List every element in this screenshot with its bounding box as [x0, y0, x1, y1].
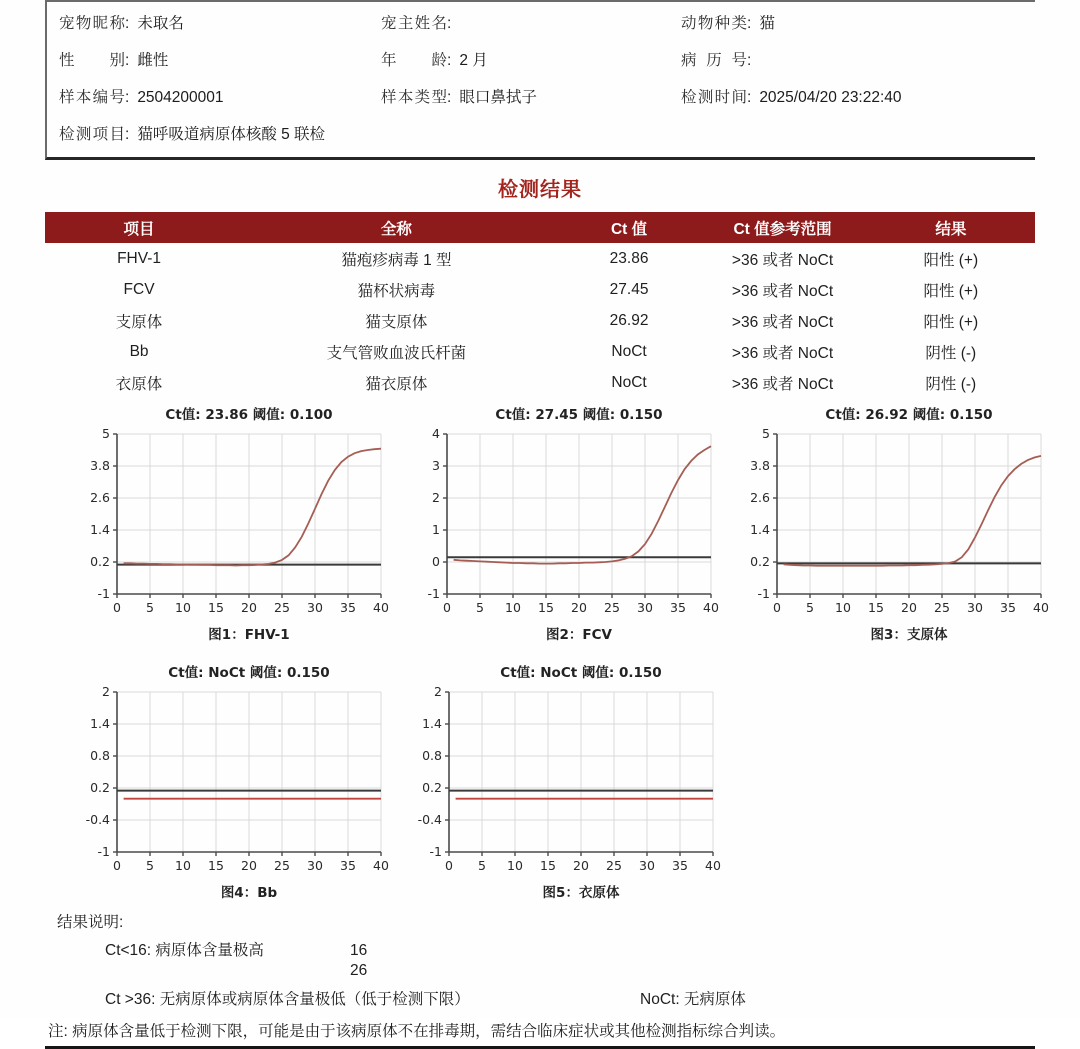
amplification-chart: [729, 406, 1059, 646]
notes-heading: 结果说明:: [57, 914, 124, 931]
svg-text:3.8: 3.8: [750, 458, 770, 473]
info-value: 2504200001: [137, 89, 224, 106]
svg-text:0.8: 0.8: [90, 748, 110, 763]
info-value: 猫呼吸道病原体核酸 5 联检: [137, 126, 326, 143]
table-row: [45, 336, 1035, 367]
info-field: [681, 48, 1035, 70]
table-cell: 支原体: [115, 313, 163, 331]
table-cell: >36 或者 NoCt: [731, 282, 834, 300]
svg-text:0.8: 0.8: [422, 748, 442, 763]
info-field: [59, 85, 381, 107]
table-cell: 阳性 (+): [923, 313, 979, 331]
note-item: Ct<16: 病原体含量极高: [105, 942, 264, 959]
svg-text:图4：Bb: 图4：Bb: [220, 885, 278, 901]
info-label: 动物种类: [681, 15, 747, 32]
svg-text:15: 15: [208, 858, 224, 873]
svg-text:图2：FCV: 图2：FCV: [546, 627, 612, 643]
svg-text:-0.4: -0.4: [417, 812, 442, 827]
svg-text:0: 0: [113, 858, 121, 873]
table-row: [45, 274, 1035, 305]
svg-text:0.2: 0.2: [422, 780, 442, 795]
svg-text:25: 25: [274, 858, 290, 873]
results-section-title: 检测结果: [498, 179, 582, 201]
svg-text:-1: -1: [97, 586, 110, 601]
svg-text:10: 10: [835, 600, 851, 615]
svg-text:0: 0: [773, 600, 781, 615]
table-row: [45, 367, 1035, 398]
svg-text:0.2: 0.2: [90, 554, 110, 569]
svg-text:30: 30: [637, 600, 653, 615]
svg-text:20: 20: [573, 858, 589, 873]
svg-text:30: 30: [967, 600, 983, 615]
info-label: 样本类型: [381, 89, 447, 106]
column-header: Ct 值: [610, 220, 648, 238]
info-field: [59, 48, 381, 70]
colon: :: [447, 89, 452, 106]
column-header: Ct 值参考范围: [733, 220, 832, 238]
svg-text:20: 20: [241, 600, 257, 615]
table-cell: FHV-1: [117, 249, 162, 267]
svg-text:0: 0: [113, 600, 121, 615]
table-row: [45, 305, 1035, 336]
table-cell: >36 或者 NoCt: [731, 375, 834, 393]
colon: :: [447, 15, 452, 32]
colon: :: [747, 15, 752, 32]
result-notes: [45, 910, 1035, 1049]
svg-text:5: 5: [146, 858, 154, 873]
amplification-chart: [69, 664, 401, 904]
table-cell: 猫衣原体: [365, 375, 428, 393]
svg-text:-1: -1: [757, 586, 770, 601]
table-cell: NoCt: [611, 342, 647, 360]
svg-text:图3：支原体: 图3：支原体: [870, 627, 948, 643]
svg-text:5: 5: [806, 600, 814, 615]
svg-text:0.2: 0.2: [750, 554, 770, 569]
patient-info-grid: [59, 11, 1035, 144]
column-header: 结果: [935, 220, 967, 238]
colon: :: [747, 52, 752, 69]
info-value: 雌性: [137, 52, 169, 69]
notes-line-2: [45, 990, 1035, 1010]
colon: :: [125, 126, 130, 143]
info-value: 眼口鼻拭子: [459, 89, 537, 106]
svg-text:40: 40: [705, 858, 721, 873]
info-value: 2025/04/20 23:22:40: [759, 89, 902, 106]
info-label: 性别: [59, 52, 125, 69]
amplification-chart: [401, 664, 733, 904]
amplification-chart: [69, 406, 399, 646]
amplification-charts: [45, 406, 1049, 904]
svg-text:15: 15: [538, 600, 554, 615]
svg-text:15: 15: [868, 600, 884, 615]
table-cell: 阴性 (-): [925, 344, 977, 362]
notes-line-1: [45, 941, 1035, 981]
svg-text:20: 20: [571, 600, 587, 615]
svg-text:3: 3: [432, 458, 440, 473]
svg-text:40: 40: [373, 858, 389, 873]
svg-text:1.4: 1.4: [90, 522, 110, 537]
info-field: [59, 11, 381, 33]
table-cell: 阴性 (-): [925, 375, 977, 393]
svg-text:5: 5: [476, 600, 484, 615]
svg-text:10: 10: [175, 858, 191, 873]
info-field: [681, 85, 1035, 107]
results-table-body: [45, 243, 1035, 398]
svg-text:Ct值: 27.45 阈值: 0.150: Ct值: 27.45 阈值: 0.150: [495, 407, 663, 423]
svg-text:10: 10: [507, 858, 523, 873]
svg-text:Ct值: 23.86 阈值: 0.100: Ct值: 23.86 阈值: 0.100: [165, 407, 333, 423]
svg-text:5: 5: [146, 600, 154, 615]
table-cell: 猫支原体: [365, 313, 428, 331]
results-table: [45, 212, 1035, 398]
note-item: 16 26: [350, 941, 625, 981]
svg-text:1.4: 1.4: [90, 716, 110, 731]
info-field: [59, 122, 1035, 144]
table-cell: >36 或者 NoCt: [731, 344, 834, 362]
table-row: [45, 243, 1035, 274]
svg-text:20: 20: [901, 600, 917, 615]
info-value: 猫: [759, 15, 775, 32]
colon: :: [125, 52, 130, 69]
svg-text:0.2: 0.2: [90, 780, 110, 795]
table-cell: 27.45: [609, 280, 649, 298]
table-cell: 阳性 (+): [923, 282, 979, 300]
svg-text:0: 0: [432, 554, 440, 569]
svg-text:-1: -1: [429, 844, 442, 859]
info-value: 2 月: [459, 52, 488, 69]
svg-text:4: 4: [432, 426, 440, 441]
svg-text:0: 0: [443, 600, 451, 615]
table-cell: 26.92: [609, 311, 649, 329]
table-cell: 支气管败血波氏杆菌: [326, 344, 467, 362]
svg-text:2.6: 2.6: [90, 490, 110, 505]
svg-text:Ct值: NoCt 阈值: 0.150: Ct值: NoCt 阈值: 0.150: [168, 665, 330, 681]
svg-text:5: 5: [762, 426, 770, 441]
svg-text:1: 1: [432, 522, 440, 537]
svg-text:30: 30: [307, 600, 323, 615]
svg-text:3.8: 3.8: [90, 458, 110, 473]
svg-text:5: 5: [478, 858, 486, 873]
table-cell: 猫杯状病毒: [357, 282, 436, 300]
info-label: 宠主姓名: [381, 15, 447, 32]
svg-text:25: 25: [934, 600, 950, 615]
colon: :: [125, 89, 130, 106]
svg-text:40: 40: [703, 600, 719, 615]
svg-text:2: 2: [434, 684, 442, 699]
info-value: 未取名: [137, 15, 184, 32]
info-label: 病历号: [681, 52, 747, 69]
note-item: 26: [350, 962, 368, 979]
svg-text:-1: -1: [97, 844, 110, 859]
table-cell: 猫疱疹病毒 1 型: [341, 251, 452, 269]
footnote: 注: 病原体含量低于检测下限，可能是由于该病原体不在排毒期，需结合临床症状或其他检测指标综合判读。: [48, 1023, 786, 1040]
chart-row-1: [69, 406, 1049, 646]
svg-text:Ct值: 26.92 阈值: 0.150: Ct值: 26.92 阈值: 0.150: [825, 407, 993, 423]
svg-text:Ct值: NoCt 阈值: 0.150: Ct值: NoCt 阈值: 0.150: [500, 665, 662, 681]
svg-text:40: 40: [373, 600, 389, 615]
svg-text:25: 25: [274, 600, 290, 615]
info-field: [381, 48, 681, 70]
colon: :: [125, 15, 130, 32]
results-table-header-row: [45, 212, 1035, 243]
svg-text:20: 20: [241, 858, 257, 873]
svg-text:30: 30: [639, 858, 655, 873]
svg-text:30: 30: [307, 858, 323, 873]
svg-text:25: 25: [606, 858, 622, 873]
note-item: NoCt: 无病原体: [640, 991, 746, 1008]
svg-text:35: 35: [670, 600, 686, 615]
amplification-chart: [399, 406, 729, 646]
column-header: 项目: [123, 220, 155, 238]
info-label: 宠物昵称: [59, 15, 125, 32]
chart-row-2: [69, 664, 1035, 904]
svg-text:25: 25: [604, 600, 620, 615]
svg-text:40: 40: [1033, 600, 1049, 615]
svg-text:-1: -1: [427, 586, 440, 601]
table-cell: NoCt: [611, 373, 647, 391]
svg-text:35: 35: [1000, 600, 1016, 615]
svg-text:35: 35: [340, 600, 356, 615]
column-header: 全称: [380, 220, 412, 238]
svg-text:35: 35: [672, 858, 688, 873]
svg-text:0: 0: [445, 858, 453, 873]
table-cell: >36 或者 NoCt: [731, 251, 834, 269]
svg-text:15: 15: [208, 600, 224, 615]
info-label: 样本编号: [59, 89, 125, 106]
svg-text:2: 2: [432, 490, 440, 505]
svg-text:15: 15: [540, 858, 556, 873]
svg-text:35: 35: [340, 858, 356, 873]
info-field: [681, 11, 1035, 33]
svg-text:1.4: 1.4: [422, 716, 442, 731]
svg-text:10: 10: [505, 600, 521, 615]
svg-text:-0.4: -0.4: [85, 812, 110, 827]
svg-text:图1：FHV-1: 图1：FHV-1: [208, 627, 290, 643]
table-cell: FCV: [123, 280, 155, 298]
table-cell: 衣原体: [115, 375, 163, 393]
patient-info-block: [45, 0, 1035, 160]
table-cell: 23.86: [609, 249, 649, 267]
info-label: 年龄: [381, 52, 447, 69]
note-item: Ct >36: 无病原体或病原体含量极低（低于检测下限）: [105, 991, 470, 1008]
info-field: [381, 85, 681, 107]
info-label: 检测时间: [681, 89, 747, 106]
svg-text:2: 2: [102, 684, 110, 699]
svg-text:2.6: 2.6: [750, 490, 770, 505]
svg-text:图5：衣原体: 图5：衣原体: [542, 885, 620, 901]
info-label: 检测项目: [59, 126, 125, 143]
info-field: [381, 11, 681, 33]
colon: :: [447, 52, 452, 69]
svg-text:10: 10: [175, 600, 191, 615]
svg-text:5: 5: [102, 426, 110, 441]
colon: :: [747, 89, 752, 106]
table-cell: 阳性 (+): [923, 251, 979, 269]
table-cell: >36 或者 NoCt: [731, 313, 834, 331]
table-cell: Bb: [129, 342, 149, 360]
svg-text:1.4: 1.4: [750, 522, 770, 537]
